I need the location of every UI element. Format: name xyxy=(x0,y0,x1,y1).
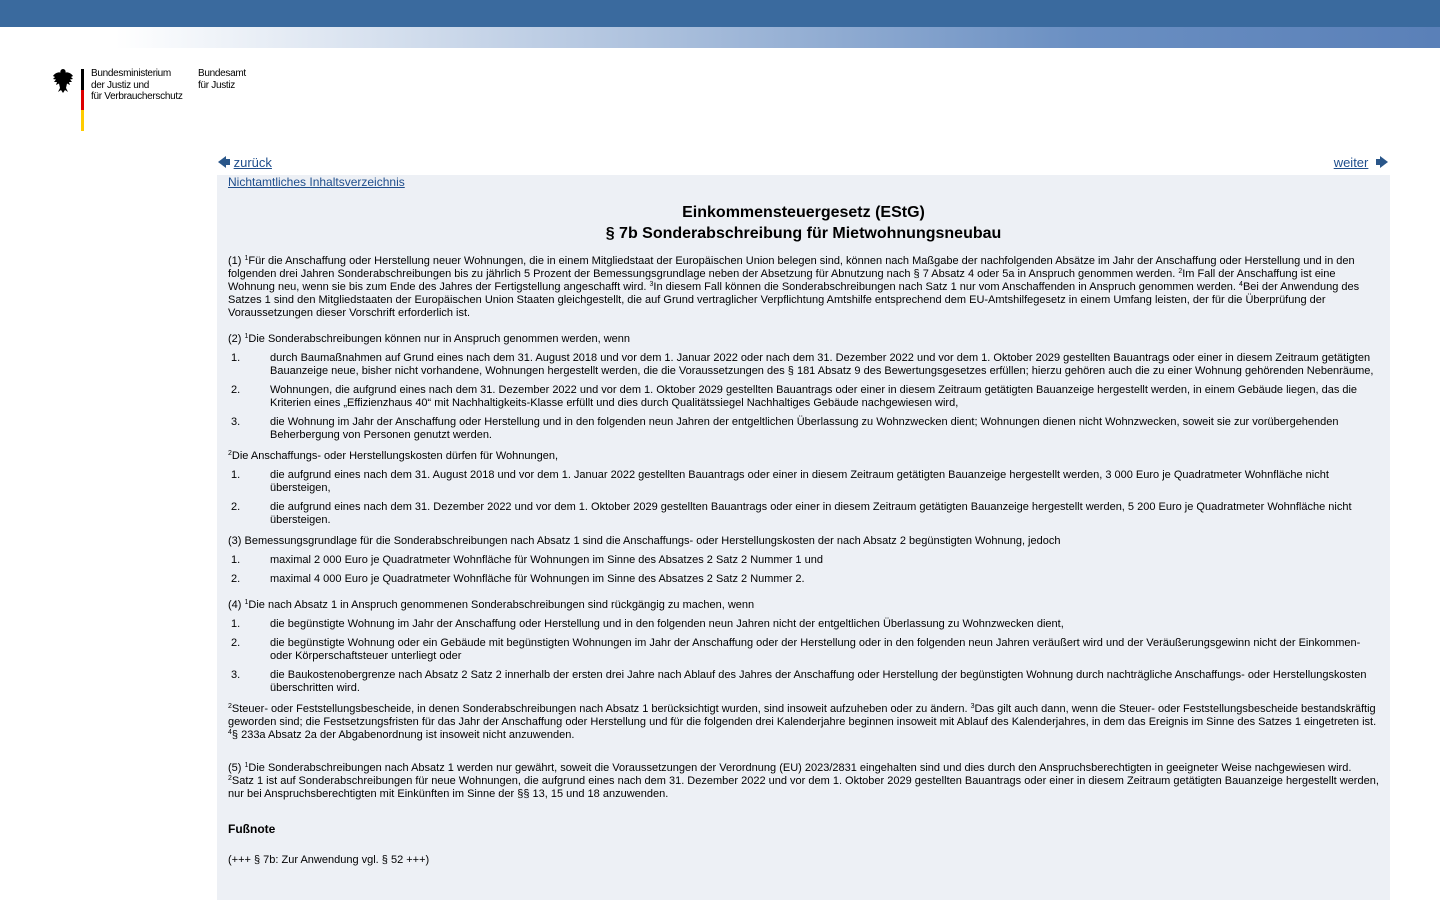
list-item: 1. die aufgrund eines nach dem 31. August 2018 und vor dem 1. Januar 2022 gestellten Bauantrags oder einer in diesem Zeitraum getätigten Bauanzeige hergestellt werden, 3 000 Euro je Quadratmeter Wohnfläche nicht übersteigen, xyxy=(231,469,1329,494)
paragraph-3-list xyxy=(228,554,1380,586)
federal-eagle-icon xyxy=(52,68,74,94)
section-title: § 7b Sonderabschreibung für Mietwohnungsneubau xyxy=(605,225,1002,242)
paragraph-2-list-2 xyxy=(228,469,1380,527)
list-item: 3. die Wohnung im Jahr der Anschaffung oder Herstellung und in den folgenden neun Jahren der entgeltlichen Überlassung zu Wohnzwecken dient; Wohnungen dienen nicht Wohnzwecken, soweit sie zur vorübergehenden Beherbergung von Personen genutzt werden. xyxy=(231,416,1339,441)
paragraph-3: (3) Bemessungsgrundlage für die Sonderabschreibungen nach Absatz 1 sind die Anschaffungs- oder Herstellungskosten der nach Absatz 2 begünstigten Wohnung, jedoch xyxy=(228,535,1061,547)
office-name: Bundesamt für Justiz xyxy=(198,68,246,91)
paragraph-1: (1) $^1$Für die Anschaffung oder Herstellung neuer Wohnungen, die in einem Mitgliedstaat der Europäischen Union belegen sind, können nach Maßgabe der nachfolgenden Absätze im Jahr der Anschaffung oder Herstellung und in den folgenden drei Jahren Sonderabschreibungen bis zu jährlich 5 Prozent der Bemessungsgrundlage neben der Absetzung für Abnutzung nach § 7 Absatz 4 oder 5a in Anspruch genommen werden. $^2$Im Fall der Anschaffung ist eine Wohnung neu, wenn sie bis zum Ende des Jahres der Fertigstellung angeschafft wird. $^3$In diesem Fall können die Sonderabschreibungen nach Satz 1 nur vom Anschaffenden in Anspruch genommen werden. $^4$Bei der Anwendung des Satzes 1 sind den Mitgliedstaaten der Europäischen Union Staaten gleichgestellt, die auf Grund vertraglicher Verpflichtung Amtshilfe entsprechend dem EU-Amtshilfegesetz in einem Umfang leisten, der für die Überprüfung der Voraussetzungen dieser Vorschrift erforderlich ist. xyxy=(228,255,1360,319)
ministry-logo[interactable] xyxy=(52,68,262,132)
paragraph-4: (4) $^1$Die nach Absatz 1 in Anspruch genommenen Sonderabschreibungen sind rückgängig zu machen, wenn xyxy=(228,599,755,611)
law-content-panel xyxy=(217,175,1390,900)
list-item: 1. durch Baumaßnahmen auf Grund eines nach dem 31. August 2018 und vor dem 1. Januar 2022 oder nach dem 31. Dezember 2022 und vor dem 1. Oktober 2029 gestellten Bauantrags oder einer in diesem Zeitraum getätigten Bauanzeige neue, bisher nicht vorhandene, Wohnungen hergestellt werden, die die Voraussetzungen des § 181 Absatz 9 des Bewertungsgesetzes erfüllen; hierzu gehören auch die zu einer Wohnung gehörenden Nebenräume, xyxy=(231,352,1374,377)
next-link[interactable]: weiter xyxy=(1333,155,1369,170)
next-nav xyxy=(1334,155,1388,170)
paragraph-2-sentence-2: $^2$Die Anschaffungs- oder Herstellungskosten dürfen für Wohnungen, xyxy=(228,450,559,462)
law-title: Einkommensteuergesetz (EStG) xyxy=(682,204,925,221)
list-item: 1. maximal 2 000 Euro je Quadratmeter Wohnfläche für Wohnungen im Sinne des Absatzes 2 Satz 2 Nummer 1 und xyxy=(231,554,823,566)
list-item: 2. Wohnungen, die aufgrund eines nach dem 31. Dezember 2022 und vor dem 1. Oktober 2029 gestellten Bauantrags oder einer in diesem Zeitraum getätigten Bauanzeige hergestellt werden, in einem Gebäude liegen, das die Kriterien eines „Effizienzhaus 40“ mit Nachhaltigkeits-Klasse erfüllt und dies durch Qualitätssiegel Nachhaltiges Gebäude nachgewiesen wird, xyxy=(231,384,1358,409)
list-item: 1. die begünstigte Wohnung im Jahr der Anschaffung oder Herstellung und in den folgenden neun Jahren nicht der entgeltlichen Überlassung zu Wohnzwecken dient, xyxy=(231,618,1064,630)
footnote-text: (+++ § 7b: Zur Anwendung vgl. § 52 +++) xyxy=(228,854,430,866)
list-item: 2. die aufgrund eines nach dem 31. Dezember 2022 und vor dem 1. Oktober 2029 gestellten Bauantrags oder einer in diesem Zeitraum getätigten Bauanzeige hergestellt werden, 5 200 Euro je Quadratmeter Wohnfläche nicht übersteigen. xyxy=(231,501,1352,526)
back-nav xyxy=(218,155,272,170)
back-link[interactable]: zurück xyxy=(233,155,272,170)
gradient-banner xyxy=(0,27,1440,48)
paragraph-2: (2) $^1$Die Sonderabschreibungen können nur in Anspruch genommen werden, wenn xyxy=(228,333,630,345)
top-banner xyxy=(0,0,1440,27)
paragraph-4-sentences: $^2$Steuer- oder Feststellungsbescheide, in denen Sonderabschreibungen nach Absatz 1 berücksichtigt wurden, sind insoweit aufzuheben oder zu ändern. $^3$Das gilt auch dann, wenn die Steuer- oder Feststellungsbescheide bestandskräftig geworden sind; die Festsetzungsfristen für das Jahr der Anschaffung oder Herstellung und für die folgenden drei Kalenderjahre beginnen insoweit mit Ablauf des Kalenderjahres, in dem das Ereignis im Sinne des Satzes 1 eingetreten ist. $^4$§ 233a Absatz 2a der Abgabenordnung ist insoweit nicht anzuwenden. xyxy=(228,703,1377,741)
paragraph-5: (5) $^1$Die Sonderabschreibungen nach Absatz 1 werden nur gewährt, soweit die Voraussetzungen der Verordnung (EU) 2023/2831 eingehalten sind und dies durch den Anspruchsberechtigten in geeigneter Weise nachgewiesen wird. $^2$Satz 1 ist auf Sonderabschreibungen für neue Wohnungen, die aufgrund eines nach dem 31. Dezember 2022 und vor dem 1. Oktober 2029 gestellten Bauantrags oder einer in diesem Zeitraum getätigten Bauanzeige hergestellt werden, nur bei Anspruchsberechtigten mit Einkünften im Sinne der §§ 13, 15 und 18 anzuwenden. xyxy=(228,762,1379,800)
list-item: 2. die begünstigte Wohnung oder ein Gebäude mit begünstigten Wohnungen im Jahr der Anschaffung oder der Herstellung oder in den folgenden neun Jahren veräußert wird und der Veräußerungsgewinn nicht der Einkommen- oder Körperschaftsteuer unterliegt oder xyxy=(231,637,1361,662)
footnote-title: Fußnote xyxy=(228,822,276,836)
arrow-left-icon[interactable] xyxy=(218,156,226,168)
german-flag-stripe xyxy=(81,69,84,131)
list-item: 3. die Baukostenobergrenze nach Absatz 2 Satz 2 innerhalb der ersten drei Jahre nach Ablauf des Jahres der Anschaffung oder Herstellung der begünstigten Wohnung durch nachträgliche Anschaffungs- oder Herstellungskosten überschritten wird. xyxy=(231,669,1367,694)
law-text xyxy=(228,255,1380,867)
arrow-right-icon[interactable] xyxy=(1380,156,1388,168)
law-heading xyxy=(217,202,1390,244)
paragraph-2-list-1 xyxy=(228,352,1380,442)
table-of-contents-link[interactable]: Nichtamtliches Inhaltsverzeichnis xyxy=(228,175,405,189)
toc-container xyxy=(228,175,405,189)
ministry-name: Bundesministerium der Justiz und für Verbraucherschutz xyxy=(91,68,183,102)
paragraph-4-list xyxy=(228,618,1380,695)
list-item: 2. maximal 4 000 Euro je Quadratmeter Wohnfläche für Wohnungen im Sinne des Absatzes 2 Satz 2 Nummer 2. xyxy=(231,573,805,585)
